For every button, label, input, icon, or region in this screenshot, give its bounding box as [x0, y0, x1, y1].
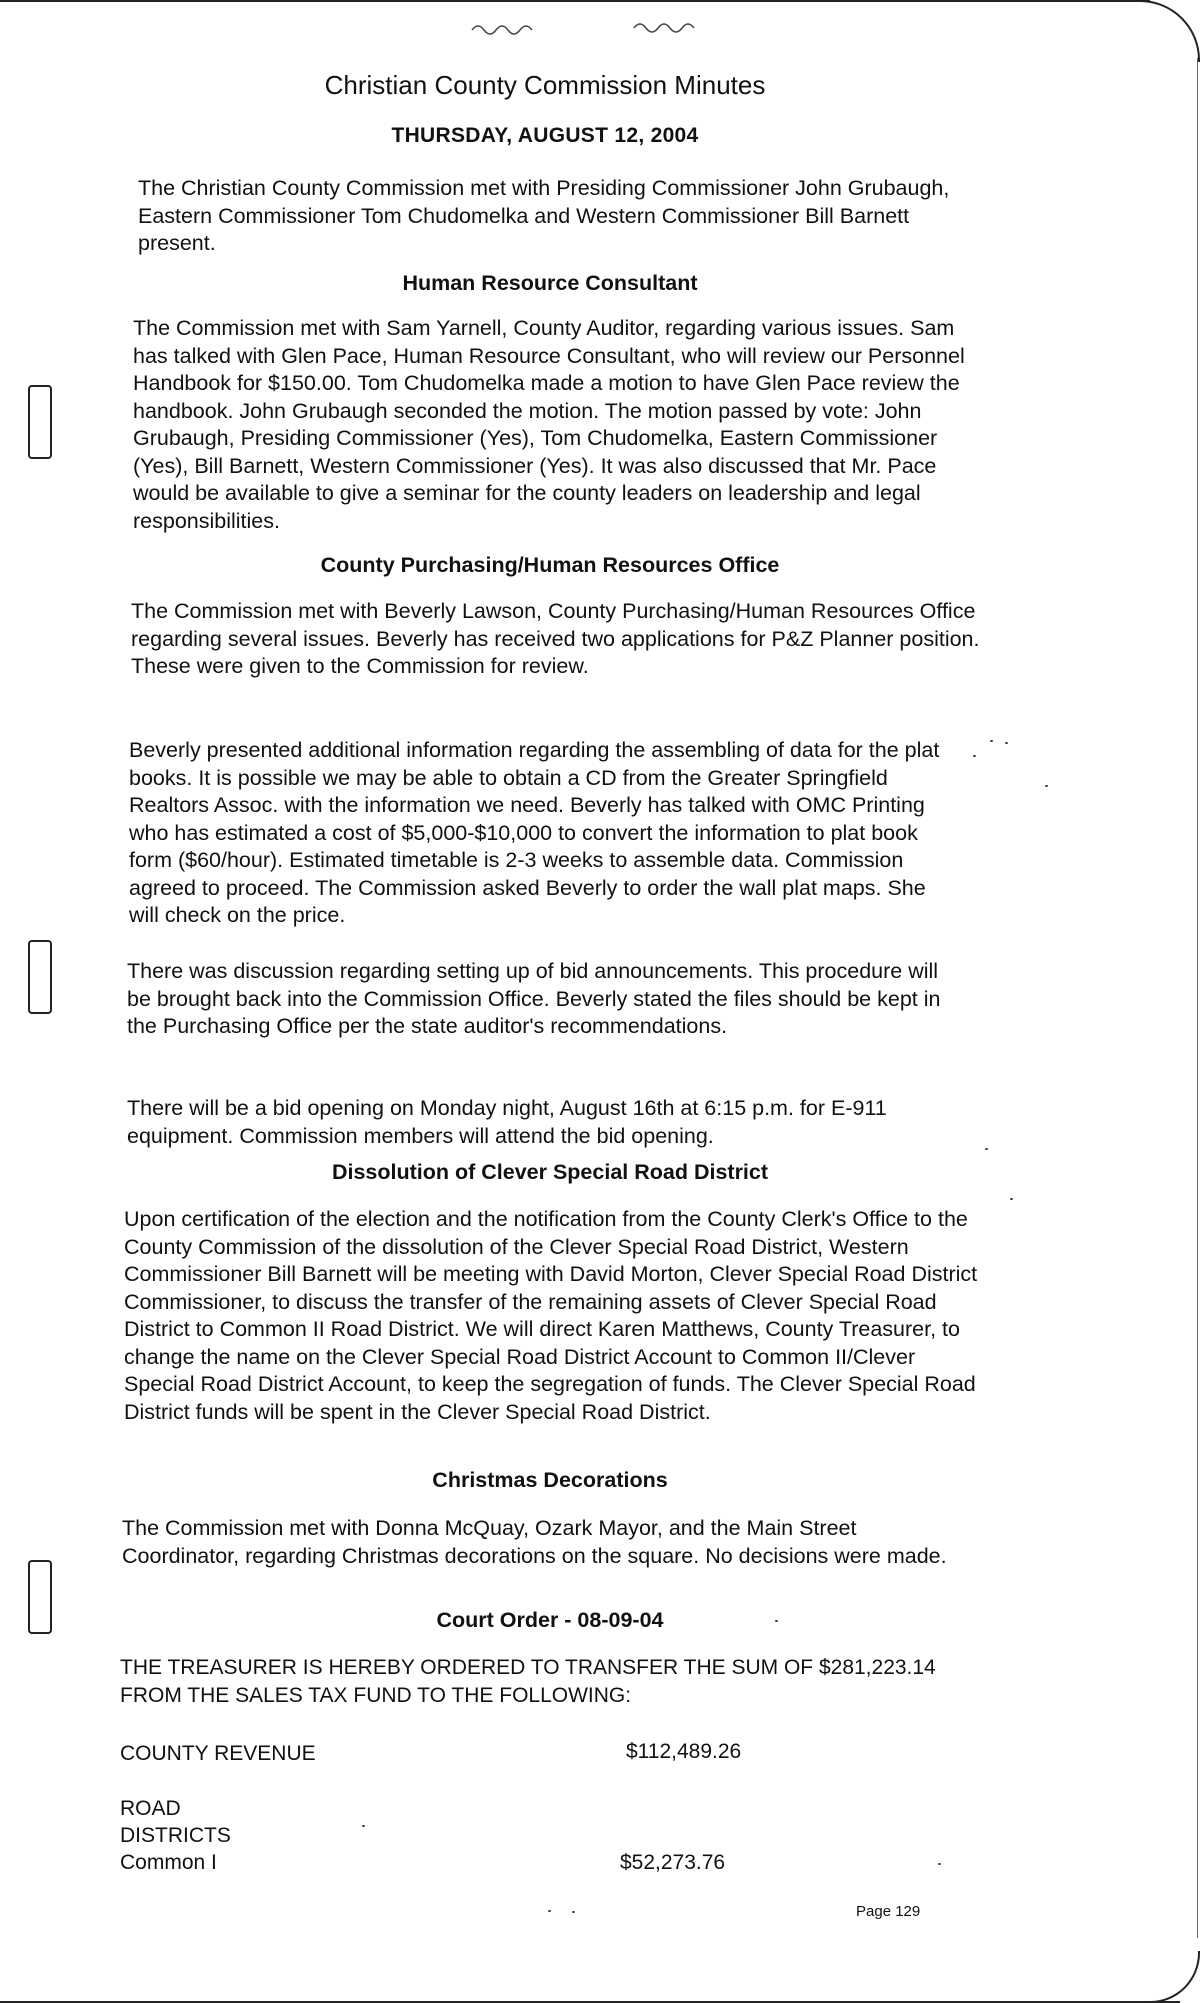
- section-heading: Dissolution of Clever Special Road District: [331, 1160, 769, 1184]
- scan-artifact-mark: [470, 20, 550, 36]
- section-paragraph: There was discussion regarding setting up of bid announcements. This procedure will be brought back into the Commission Office. Beverly stated the files should be kept in the Purchasing Office per the state auditor's recommendations.: [127, 959, 941, 1038]
- page-corner-bottom-right: [1148, 1951, 1200, 2003]
- page-number: Page 129: [856, 1903, 921, 1920]
- page-corner-top-right: [1138, 0, 1200, 62]
- section-paragraph: The Commission met with Sam Yarnell, County Auditor, regarding various issues. Sam has talked with Glen Pace, Human Resource Consultant, who will review our Personnel Handbook for $150.00. Tom Chudomelka made a motion to have Glen Pace review the handbook. John Grubaugh seconded the motion. The motion passed by vote: John Grubaugh, Presiding Commissioner (Yes), Tom Chudomelka, Eastern Commissioner (Yes), Bill Barnett, Western Commissioner (Yes). It was also discussed that Mr. Pace would be available to give a seminar for the county leaders on leadership and legal responsibilities.: [133, 316, 965, 533]
- county-revenue-amount: $112,489.26: [626, 1740, 742, 1763]
- road-districts-label: DISTRICTS: [120, 1824, 231, 1847]
- section-paragraph: There will be a bid opening on Monday night, August 16th at 6:15 p.m. for E-911 equipment. Commission members will attend the bid opening.: [127, 1096, 887, 1148]
- section-heading: Court Order - 08-09-04: [436, 1608, 664, 1632]
- court-order-text: THE TREASURER IS HEREBY ORDERED TO TRANSFER THE SUM OF $281,223.14 FROM THE SALES TAX FUND TO THE FOLLOWING:: [120, 1656, 936, 1707]
- section-heading: Christmas Decorations: [432, 1468, 668, 1492]
- section-paragraph: Beverly presented additional information regarding the assembling of data for the plat books. It is possible we may be able to obtain a CD from the Greater Springfield Realtors Assoc. with the information we need. Beverly has talked with OMC Printing who has estimated a cost of $5,000-$10,000 to convert the information to plat book form ($60/hour). Estimated timetable is 2-3 weeks to assemble data. Commission agreed to proceed. The Commission asked Beverly to order the wall plat maps. She will check on the price.: [129, 738, 940, 927]
- road-districts-label: ROAD: [120, 1797, 181, 1820]
- section-heading: County Purchasing/Human Resources Office: [320, 553, 780, 577]
- page-border-top: [0, 0, 1150, 2]
- section-paragraph: Upon certification of the election and the notification from the County Clerk's Office to the County Commission of the dissolution of the Clever Special Road District, Western Commissioner Bill Barnett will be meeting with David Morton, Clever Special Road District Commissioner, to discuss the transfer of the remaining assets of Clever Special Road District to Common II Road District. We will direct Karen Matthews, County Treasurer, to change the name on the Clever Special Road District Account to Common II/Clever Special Road District Account, to keep the segregation of funds. The Clever Special Road District funds will be spent in the Clever Special Road District.: [124, 1207, 978, 1424]
- section-heading: Human Resource Consultant: [402, 271, 698, 295]
- scan-artifact-mark: [632, 20, 712, 36]
- section-paragraph: The Commission met with Beverly Lawson, County Purchasing/Human Resources Office regarding several issues. Beverly has received two applications for P&Z Planner position. These were given to the Commission for review.: [131, 599, 980, 678]
- page-border-right: [1197, 58, 1198, 1938]
- section-paragraph: The Commission met with Donna McQuay, Ozark Mayor, and the Main Street Coordinator, regarding Christmas decorations on the square. No decisions were made.: [122, 1516, 947, 1568]
- binder-hole: [28, 940, 52, 1014]
- common-i-label: Common I: [120, 1851, 217, 1874]
- intro-paragraph: The Christian County Commission met with Presiding Commissioner John Grubaugh, Eastern Commissioner Tom Chudomelka and Western Commissioner Bill Barnett present.: [138, 176, 950, 255]
- common-i-amount: $52,273.76: [620, 1851, 726, 1874]
- document-title: Christian County Commission Minutes: [324, 70, 766, 100]
- county-revenue-label: COUNTY REVENUE: [120, 1742, 316, 1765]
- meeting-date: THURSDAY, AUGUST 12, 2004: [391, 124, 699, 147]
- binder-hole: [28, 385, 52, 459]
